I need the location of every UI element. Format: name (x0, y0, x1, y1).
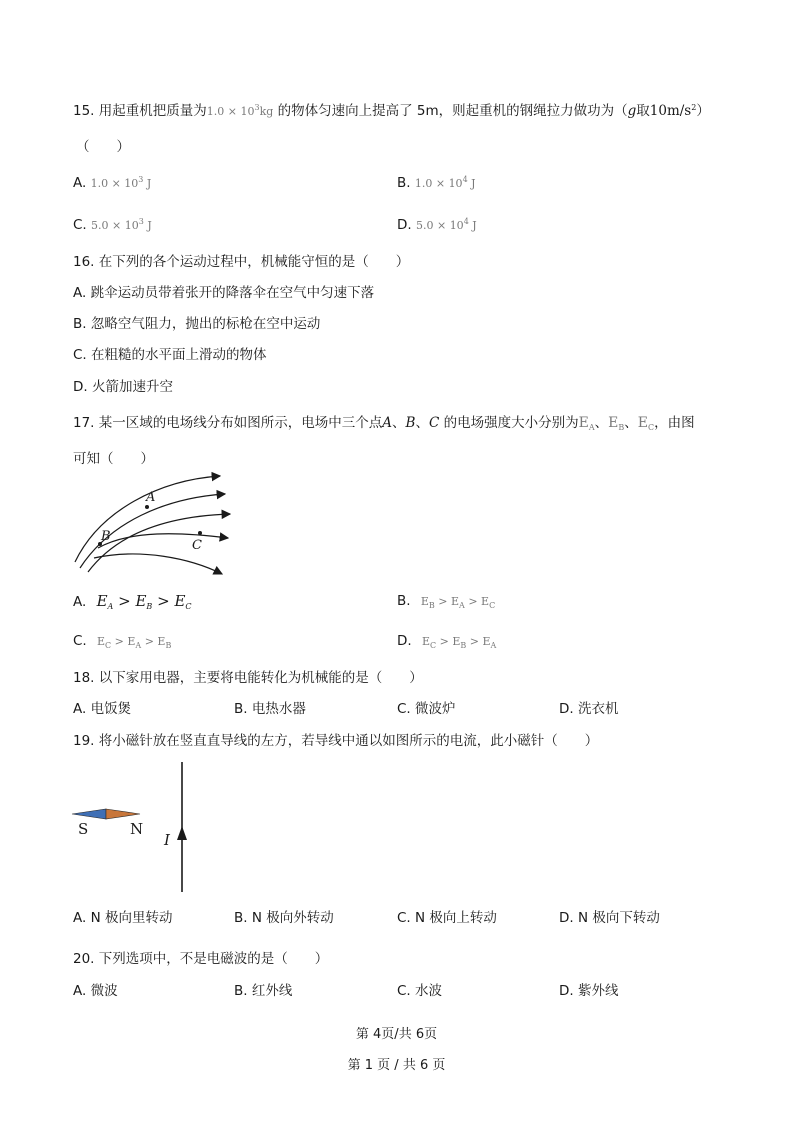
q16-stem: 16. 在下列的各个运动过程中，机械能守恒的是（ ） (73, 254, 410, 270)
field-line-5 (94, 554, 222, 574)
q15-stem: 15. 用起重机把质量为$1.0 \times 10^3kg$ 的物体匀速向上提高了 5m，则起重机的钢绳拉力做功为（g取$10m/s^2$） (73, 103, 710, 119)
q15-g-value: $10m/s^2$ (649, 103, 697, 119)
q18-option-b[interactable]: B. 电热水器 (234, 701, 306, 717)
q16-option-a[interactable]: A. 跳伞运动员带着张开的降落伞在空气中匀速下落 (73, 285, 375, 301)
compass-needle-s (72, 809, 106, 819)
label-a: A (146, 490, 156, 505)
page-number-inner: 第 4页/共 6页 (355, 1027, 438, 1042)
q15-option-c[interactable]: C. $5.0 \times 10^3$ J (73, 217, 152, 233)
q20-option-d[interactable]: D. 紫外线 (559, 983, 619, 999)
field-line-4 (98, 534, 228, 548)
q19-option-c[interactable]: C. N 极向上转动 (397, 910, 497, 926)
q15-blank: （ ） (76, 139, 130, 155)
page-number-outer: 第 1 页 / 共 6 页 (347, 1058, 446, 1073)
q17-option-b[interactable]: B. $E_B > E_A > E_C$ (397, 593, 496, 610)
q15-mass: $1.0 \times 10^3kg$ (206, 103, 274, 118)
current-arrow (177, 826, 187, 840)
q15-option-d[interactable]: D. $5.0 \times 10^4$ J (397, 217, 477, 233)
current-label: I (164, 831, 170, 849)
q17-option-a[interactable]: A. $E_A > E_B > E_C$ (73, 592, 192, 611)
q17-field-lines-figure (70, 470, 235, 582)
q19-option-a[interactable]: A. N 极向里转动 (73, 910, 173, 926)
q19-option-b[interactable]: B. N 极向外转动 (234, 910, 334, 926)
q19-compass-wire-figure (70, 758, 200, 896)
s-label: S (78, 820, 89, 838)
q16-option-d[interactable]: D. 火箭加速升空 (73, 379, 173, 395)
q20-option-b[interactable]: B. 红外线 (234, 983, 293, 999)
q18-option-d[interactable]: D. 洗衣机 (559, 701, 619, 717)
q18-option-a[interactable]: A. 电饭煲 (73, 701, 132, 717)
q19-stem: 19. 将小磁针放在竖直直导线的左方，若导线中通以如图所示的电流，此小磁针（ ） (73, 733, 599, 749)
q20-option-a[interactable]: A. 微波 (73, 983, 118, 999)
compass-needle-n (106, 809, 140, 819)
q17-stem: 17. 某一区域的电场线分布如图所示，电场中三个点A、B、C 的电场强度大小分别为$E_A$、$E_B$、$E_C$，由图 (73, 415, 695, 432)
label-b: B (101, 529, 111, 544)
q17-stem-line2: 可知（ ） (73, 451, 154, 467)
label-c: C (192, 538, 202, 553)
q18-option-c[interactable]: C. 微波炉 (397, 701, 456, 717)
q18-stem: 18. 以下家用电器，主要将电能转化为机械能的是（ ） (73, 670, 423, 686)
point-c (198, 531, 202, 535)
q20-stem: 20. 下列选项中，不是电磁波的是（ ） (73, 951, 329, 967)
n-label: N (130, 820, 144, 838)
q15-option-a[interactable]: A. $1.0 \times 10^3$ J (73, 175, 152, 191)
q17-option-d[interactable]: D. $E_C > E_B > E_A$ (397, 633, 497, 650)
q19-option-d[interactable]: D. N 极向下转动 (559, 910, 660, 926)
point-a (145, 505, 149, 509)
q16-option-c[interactable]: C. 在粗糙的水平面上滑动的物体 (73, 347, 267, 363)
q15-option-b[interactable]: B. $1.0 \times 10^4$ J (397, 175, 476, 191)
q17-option-c[interactable]: C. $E_C > E_A > E_B$ (73, 633, 172, 650)
q20-option-c[interactable]: C. 水波 (397, 983, 443, 999)
q16-option-b[interactable]: B. 忽略空气阻力，抛出的标枪在空中运动 (73, 316, 321, 332)
